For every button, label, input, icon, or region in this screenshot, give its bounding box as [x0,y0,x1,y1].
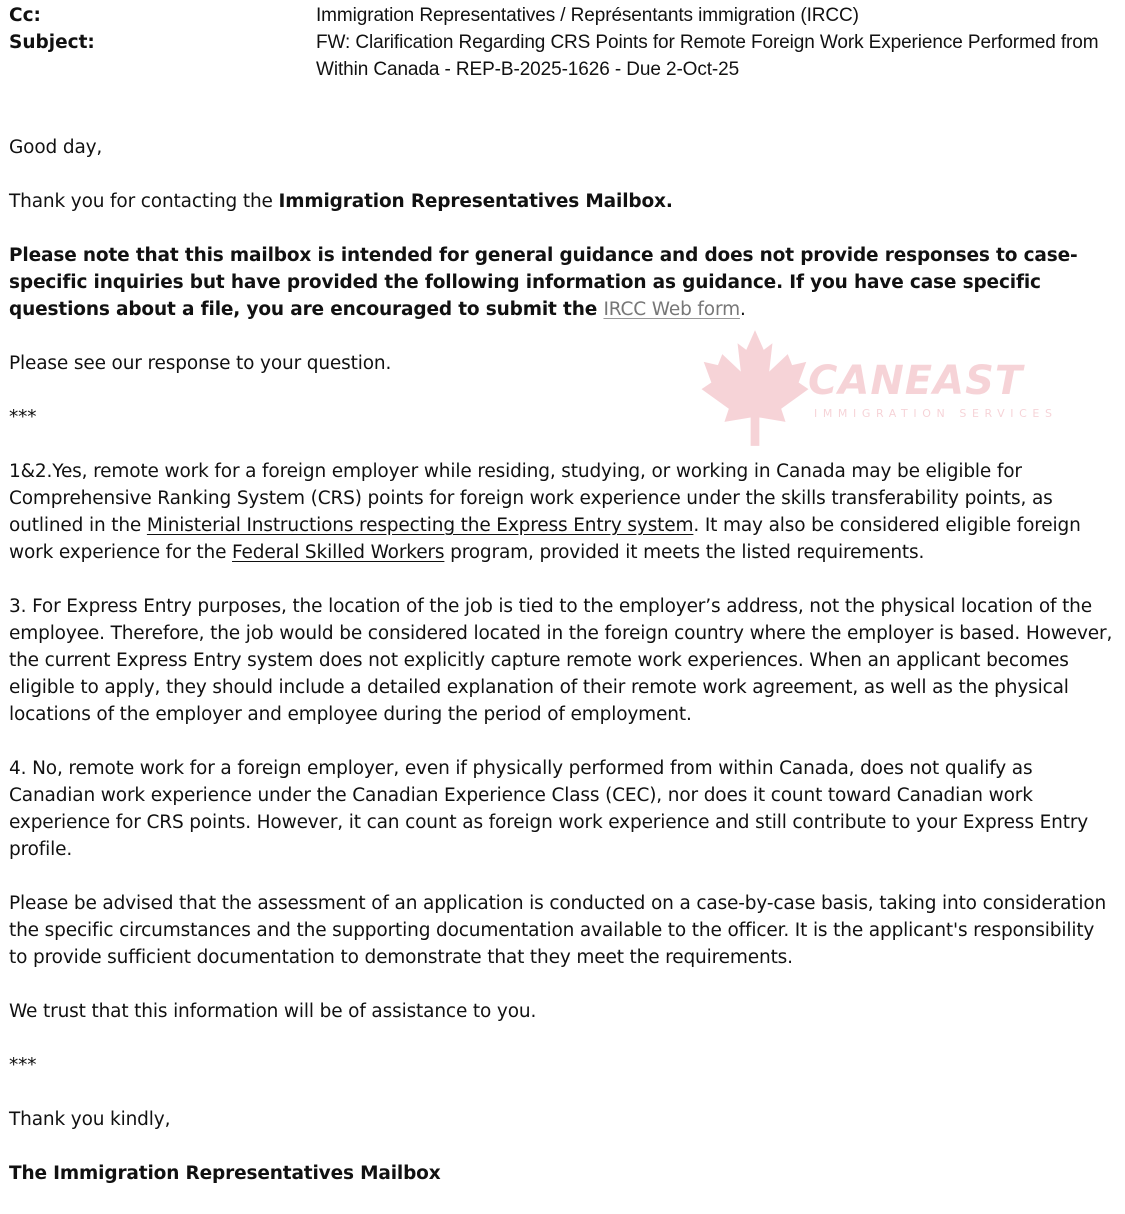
ircc-web-form-link[interactable]: IRCC Web form [603,299,740,320]
separator-2: *** [9,1055,37,1076]
trust-paragraph: We trust that this information will be of assistance to you. [9,1001,537,1022]
note-text: Please note that this mailbox is intended for general guidance and does not provide responses to case-specific inquiries but have provided the following information as guidance. If you have case specific questions about a file, you are encouraged to submit the [9,245,1078,320]
cc-label: Cc: [9,5,41,26]
answer-1-2-text-b: . It may also be considered eligible foreign work experience for the [9,515,1081,563]
answer-1-2 [9,458,1114,566]
thanks-prefix: Thank you for contacting the [9,191,279,212]
cc-value: Immigration Representatives / Représentants immigration (IRCC) [316,5,859,26]
note-end: . [739,299,746,320]
answer-4: 4. No, remote work for a foreign employer, even if physically performed from within Canada, does not qualify as Canadian work experience under the Canadian Experience Class (CEC), nor does it count toward Canadian work experience for CRS points. However, it can count as foreign work experience and still contribute to your Express Entry profile. [9,758,1089,860]
answer-1-2-text-c: program, provided it meets the listed requirements. [444,542,925,563]
subject-value: FW: Clarification Regarding CRS Points for Remote Foreign Work Experience Performed from Within Canada - REP-B-2025-1626 - Due 2-Oct-25 [316,32,1099,80]
email-header [9,2,1109,83]
signature: The Immigration Representatives Mailbox [9,1163,441,1184]
separator-1: *** [9,407,37,428]
cc-row [9,2,1109,29]
note-paragraph [9,242,1114,323]
watermark-name: CANEAST [808,358,1024,404]
watermark-subtitle: IMMIGRATION SERVICES [814,407,1058,420]
subject-label: Subject: [9,32,95,53]
greeting: Good day, [9,137,103,158]
federal-skilled-workers-link[interactable]: Federal Skilled Workers [232,542,445,563]
see-response: Please see our response to your question. [9,353,392,374]
answer-1-2-text-a: 1&2.Yes, remote work for a foreign employer while residing, studying, or working in Canada may be eligible for Comprehensive Ranking System (CRS) points for foreign work experience under the skills transferability points, as outlined in the [9,461,1053,536]
advisory-paragraph: Please be advised that the assessment of an application is conducted on a case-by-case basis, taking into consideration the specific circumstances and the supporting documentation available to the officer. It is the applicant's responsibility to provide sufficient documentation to demonstrate that they meet the requirements. [9,893,1107,968]
ministerial-instructions-link[interactable]: Ministerial Instructions respecting the Express Entry system [146,515,694,536]
signoff: Thank you kindly, [9,1109,171,1130]
subject-row [9,29,1109,83]
email-body [9,134,1114,1214]
mailbox-name: Immigration Representatives Mailbox. [278,191,673,212]
answer-3: 3. For Express Entry purposes, the location of the job is tied to the employer’s address, not the physical location of the employee. Therefore, the job would be considered located in the foreign country where the employer is based. However, the current Express Entry system does not explicitly capture remote work experiences. When an applicant becomes eligible to apply, they should include a detailed explanation of their remote work agreement, as well as the physical locations of the employer and employee during the period of employment. [9,596,1113,725]
thanks-paragraph [9,188,1114,215]
